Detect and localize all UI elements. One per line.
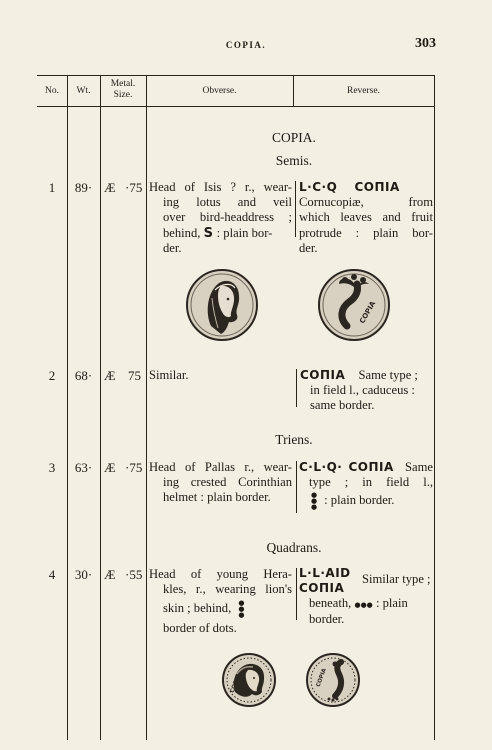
reverse-legend: COПIA [348,460,394,474]
coin-1-obverse-image [185,268,259,342]
obverse-line: behind, [163,225,201,240]
running-title: COPIA. [225,40,267,50]
entry-brace [296,568,297,620]
obverse-line: Head of Isis ? r., wear- [149,180,292,194]
entry-metal: Æ [104,460,116,475]
entry-obverse [149,180,292,256]
column-header-reverse: Reverse. [347,86,380,96]
column-header-size: Size. [113,90,133,100]
entry-reverse [299,180,433,256]
obverse-line: over bird-headdress ; [163,210,292,225]
reverse-line: Same [404,460,433,474]
obverse-line: kles, r., wearing lion's [163,582,292,597]
entry-obverse [149,460,292,506]
column-divider-no [67,75,68,740]
reverse-line: in field l., caduceus : [310,383,415,398]
coin-4-reverse-image [305,652,361,708]
entry-number: 1 [48,180,56,195]
entry-brace [295,181,296,237]
page-number: 303 [415,36,436,51]
coin-4-reverse-inscription: COPIA [315,667,328,688]
obverse-line: : plain bor- [216,225,273,240]
reverse-line: border. [309,611,345,626]
column-divider-wt [100,75,101,740]
entry-size: 75 [128,368,141,383]
column-header-metal: Metal. [110,79,136,89]
obverse-line: Similar. [149,368,189,382]
coin-1-reverse-inscription: COPIA [358,299,378,325]
reverse-type-note: Similar type ; [362,572,431,586]
reverse-line: Cornucopiæ, from [299,195,433,210]
obverse-line: skin ; behind, [163,601,232,616]
entry-weight: 89· [74,180,93,195]
entry-obverse [149,567,292,637]
coin-4-obverse-inscription: COPIA [229,673,242,694]
section-title: COPIA. [272,130,316,145]
entry-weight: 30· [74,567,93,582]
denomination-quadrans: Quadrans. [266,540,322,555]
column-divider-right [434,75,435,740]
entry-size: ·55 [125,567,143,582]
coin-4-obverse-image [221,652,277,708]
reverse-line: Same type ; [358,368,418,382]
column-header-no: No. [45,86,59,96]
reverse-line: : plain [375,596,408,611]
entry-size: ·75 [125,180,143,195]
coin-1-reverse-image [317,268,391,342]
obverse-line: Head of young Hera- [149,567,292,581]
obverse-line: helmet : plain border. [163,490,271,505]
reverse-line: : plain border. [324,493,395,508]
obverse-line: border of dots. [163,621,237,636]
column-header-wt: Wt. [76,86,91,96]
obverse-symbol: S [203,225,214,241]
reverse-line: which leaves and fruit [299,210,433,225]
denomination-triens: Triens. [275,432,313,447]
reverse-line: beneath, [309,596,352,611]
table-top-rule [37,75,434,76]
entry-number: 2 [48,368,56,383]
entry-brace [296,369,297,407]
column-divider-metal [146,75,147,740]
entry-weight: 63· [74,460,93,475]
reverse-line: type ; in field l., [309,475,433,490]
entry-metal: Æ [104,368,116,383]
entry-size: ·75 [125,460,143,475]
entry-brace [296,461,297,513]
pellets-three-vertical: ● ● ● [238,599,245,620]
pellets-three-horizontal: ●●● [354,601,373,610]
entry-reverse [300,368,433,414]
reverse-legend: COПIA [300,368,346,382]
denomination-semis: Semis. [275,153,313,168]
entry-number: 4 [48,567,56,582]
obverse-line: ing crested Corinthian [163,475,292,490]
reverse-legend: L·L·AID [299,566,351,580]
reverse-line: der. [299,240,318,255]
entry-number: 3 [48,460,56,475]
entry-weight: 68· [74,368,93,383]
column-header-obverse: Obverse. [202,86,237,96]
obverse-line: der. [163,240,182,255]
reverse-line: protrude : plain bor- [299,225,433,240]
obverse-line: ing lotus and veil [163,195,292,210]
reverse-legend: COПIA [299,581,345,596]
table-header-rule [37,106,434,107]
reverse-line: same border. [310,398,375,413]
reverse-legend: L·C·Q [299,180,338,194]
reverse-legend: C·L·Q· [299,460,343,474]
pellets-three-vertical: ● ● ● [311,491,318,512]
entry-metal: Æ [104,567,116,582]
obverse-line: Head of Pallas r., wear- [149,460,292,474]
entry-metal: Æ [104,180,116,195]
reverse-legend: COПIA [354,180,400,194]
entry-reverse [299,460,433,510]
